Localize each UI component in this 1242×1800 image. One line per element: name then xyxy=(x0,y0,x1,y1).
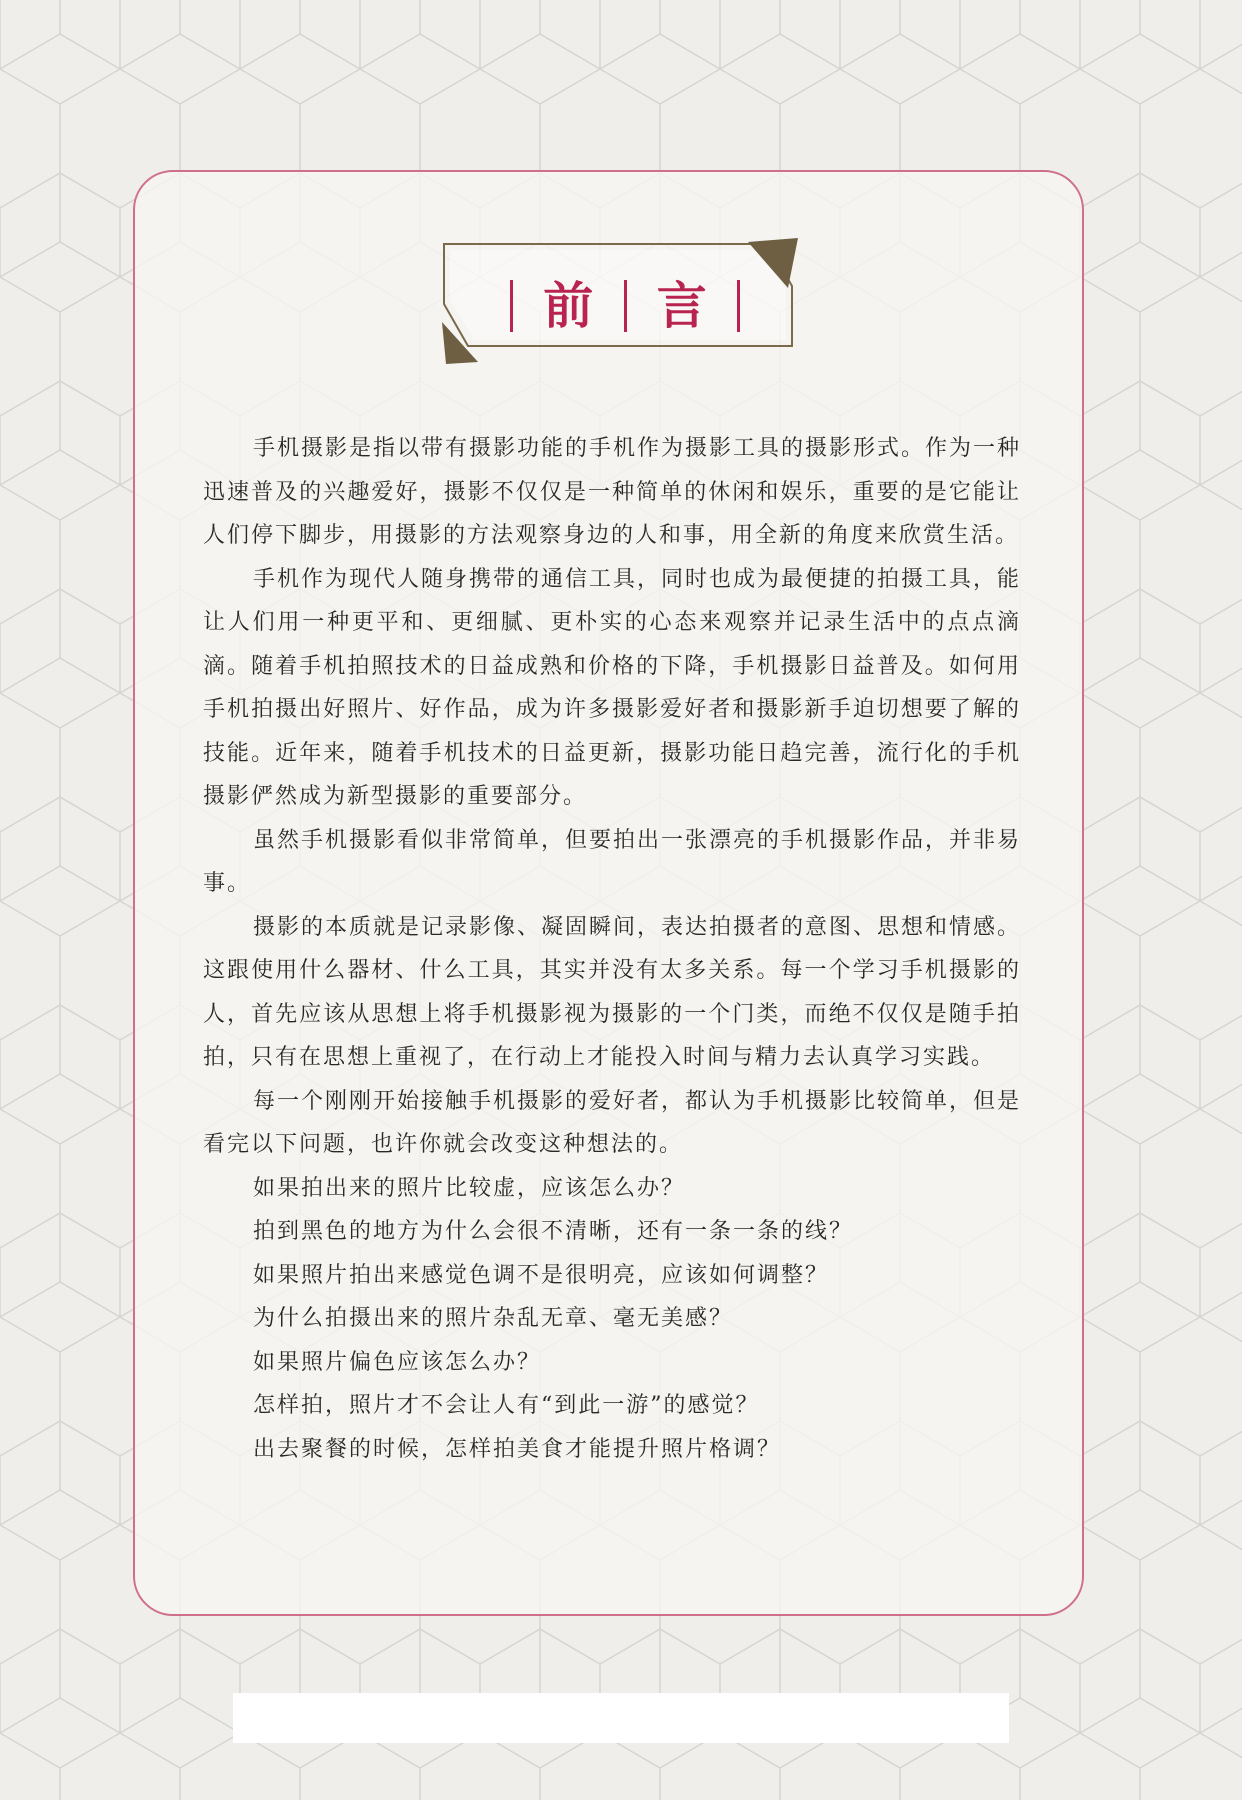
page-title xyxy=(510,276,740,336)
question-7: 出去聚餐的时候，怎样拍美食才能提升照片格调？ xyxy=(253,1436,782,1462)
paragraph-5: 每一个刚刚开始接触手机摄影的爱好者，都认为手机摄影比较简单，但是看完以下问题，也许你就会改变这种想法的。 xyxy=(203,1088,1022,1157)
question-6: 怎样拍，照片才不会让人有“到此一游”的感觉？ xyxy=(253,1393,760,1418)
title-char-2: 言 xyxy=(656,277,707,335)
preface-body xyxy=(203,427,1021,1471)
title-badge xyxy=(440,238,800,378)
bottom-white-strip xyxy=(233,1693,1009,1743)
paragraph-1: 手机摄影是指以带有摄影功能的手机作为摄影工具的摄影形式。作为一种迅速普及的兴趣爱好，摄影不仅仅是一种简单的休闲和娱乐，重要的是它能让人们停下脚步，用摄影的方法观察身边的人和事，用全新的角度来欣赏生活。 xyxy=(203,436,1022,548)
question-2: 拍到黑色的地方为什么会很不清晰，还有一条一条的线？ xyxy=(253,1219,854,1244)
title-char-1: 前 xyxy=(543,277,594,335)
paragraph-2: 手机作为现代人随身携带的通信工具，同时也成为最便捷的拍摄工具，能让人们用一种更平和、更细腻、更朴实的心态来观察并记录生活中的点点滴滴。随着手机拍照技术的日益成熟和价格的下降，手机摄影日益普及。如何用手机拍摄出好照片、好作品，成为许多摄影爱好者和摄影新手迫切想要了解的技能。近年来，随着手机技术的日益更新，摄影功能日趋完善，流行化的手机摄影俨然成为新型摄影的重要部分。 xyxy=(203,566,1022,809)
paragraph-3: 虽然手机摄影看似非常简单，但要拍出一张漂亮的手机摄影作品，并非易事。 xyxy=(203,827,1022,896)
question-3: 如果照片拍出来感觉色调不是很明亮，应该如何调整？ xyxy=(253,1262,830,1288)
paragraph-4: 摄影的本质就是记录影像、凝固瞬间，表达拍摄者的意图、思想和情感。这跟使用什么器材、什么工具，其实并没有太多关系。每一个学习手机摄影的人，首先应该从思想上将手机摄影视为摄影的一个门类，而绝不仅仅是随手拍拍，只有在思想上重视了，在行动上才能投入时间与精力去认真学习实践。 xyxy=(203,914,1022,1070)
question-1: 如果拍出来的照片比较虚，应该怎么办？ xyxy=(253,1175,686,1201)
title-divider-left xyxy=(510,280,513,332)
question-5: 如果照片偏色应该怎么办？ xyxy=(253,1349,542,1375)
title-divider-right xyxy=(737,280,740,332)
title-divider-middle xyxy=(624,280,627,332)
question-4: 为什么拍摄出来的照片杂乱无章、毫无美感？ xyxy=(253,1306,734,1331)
